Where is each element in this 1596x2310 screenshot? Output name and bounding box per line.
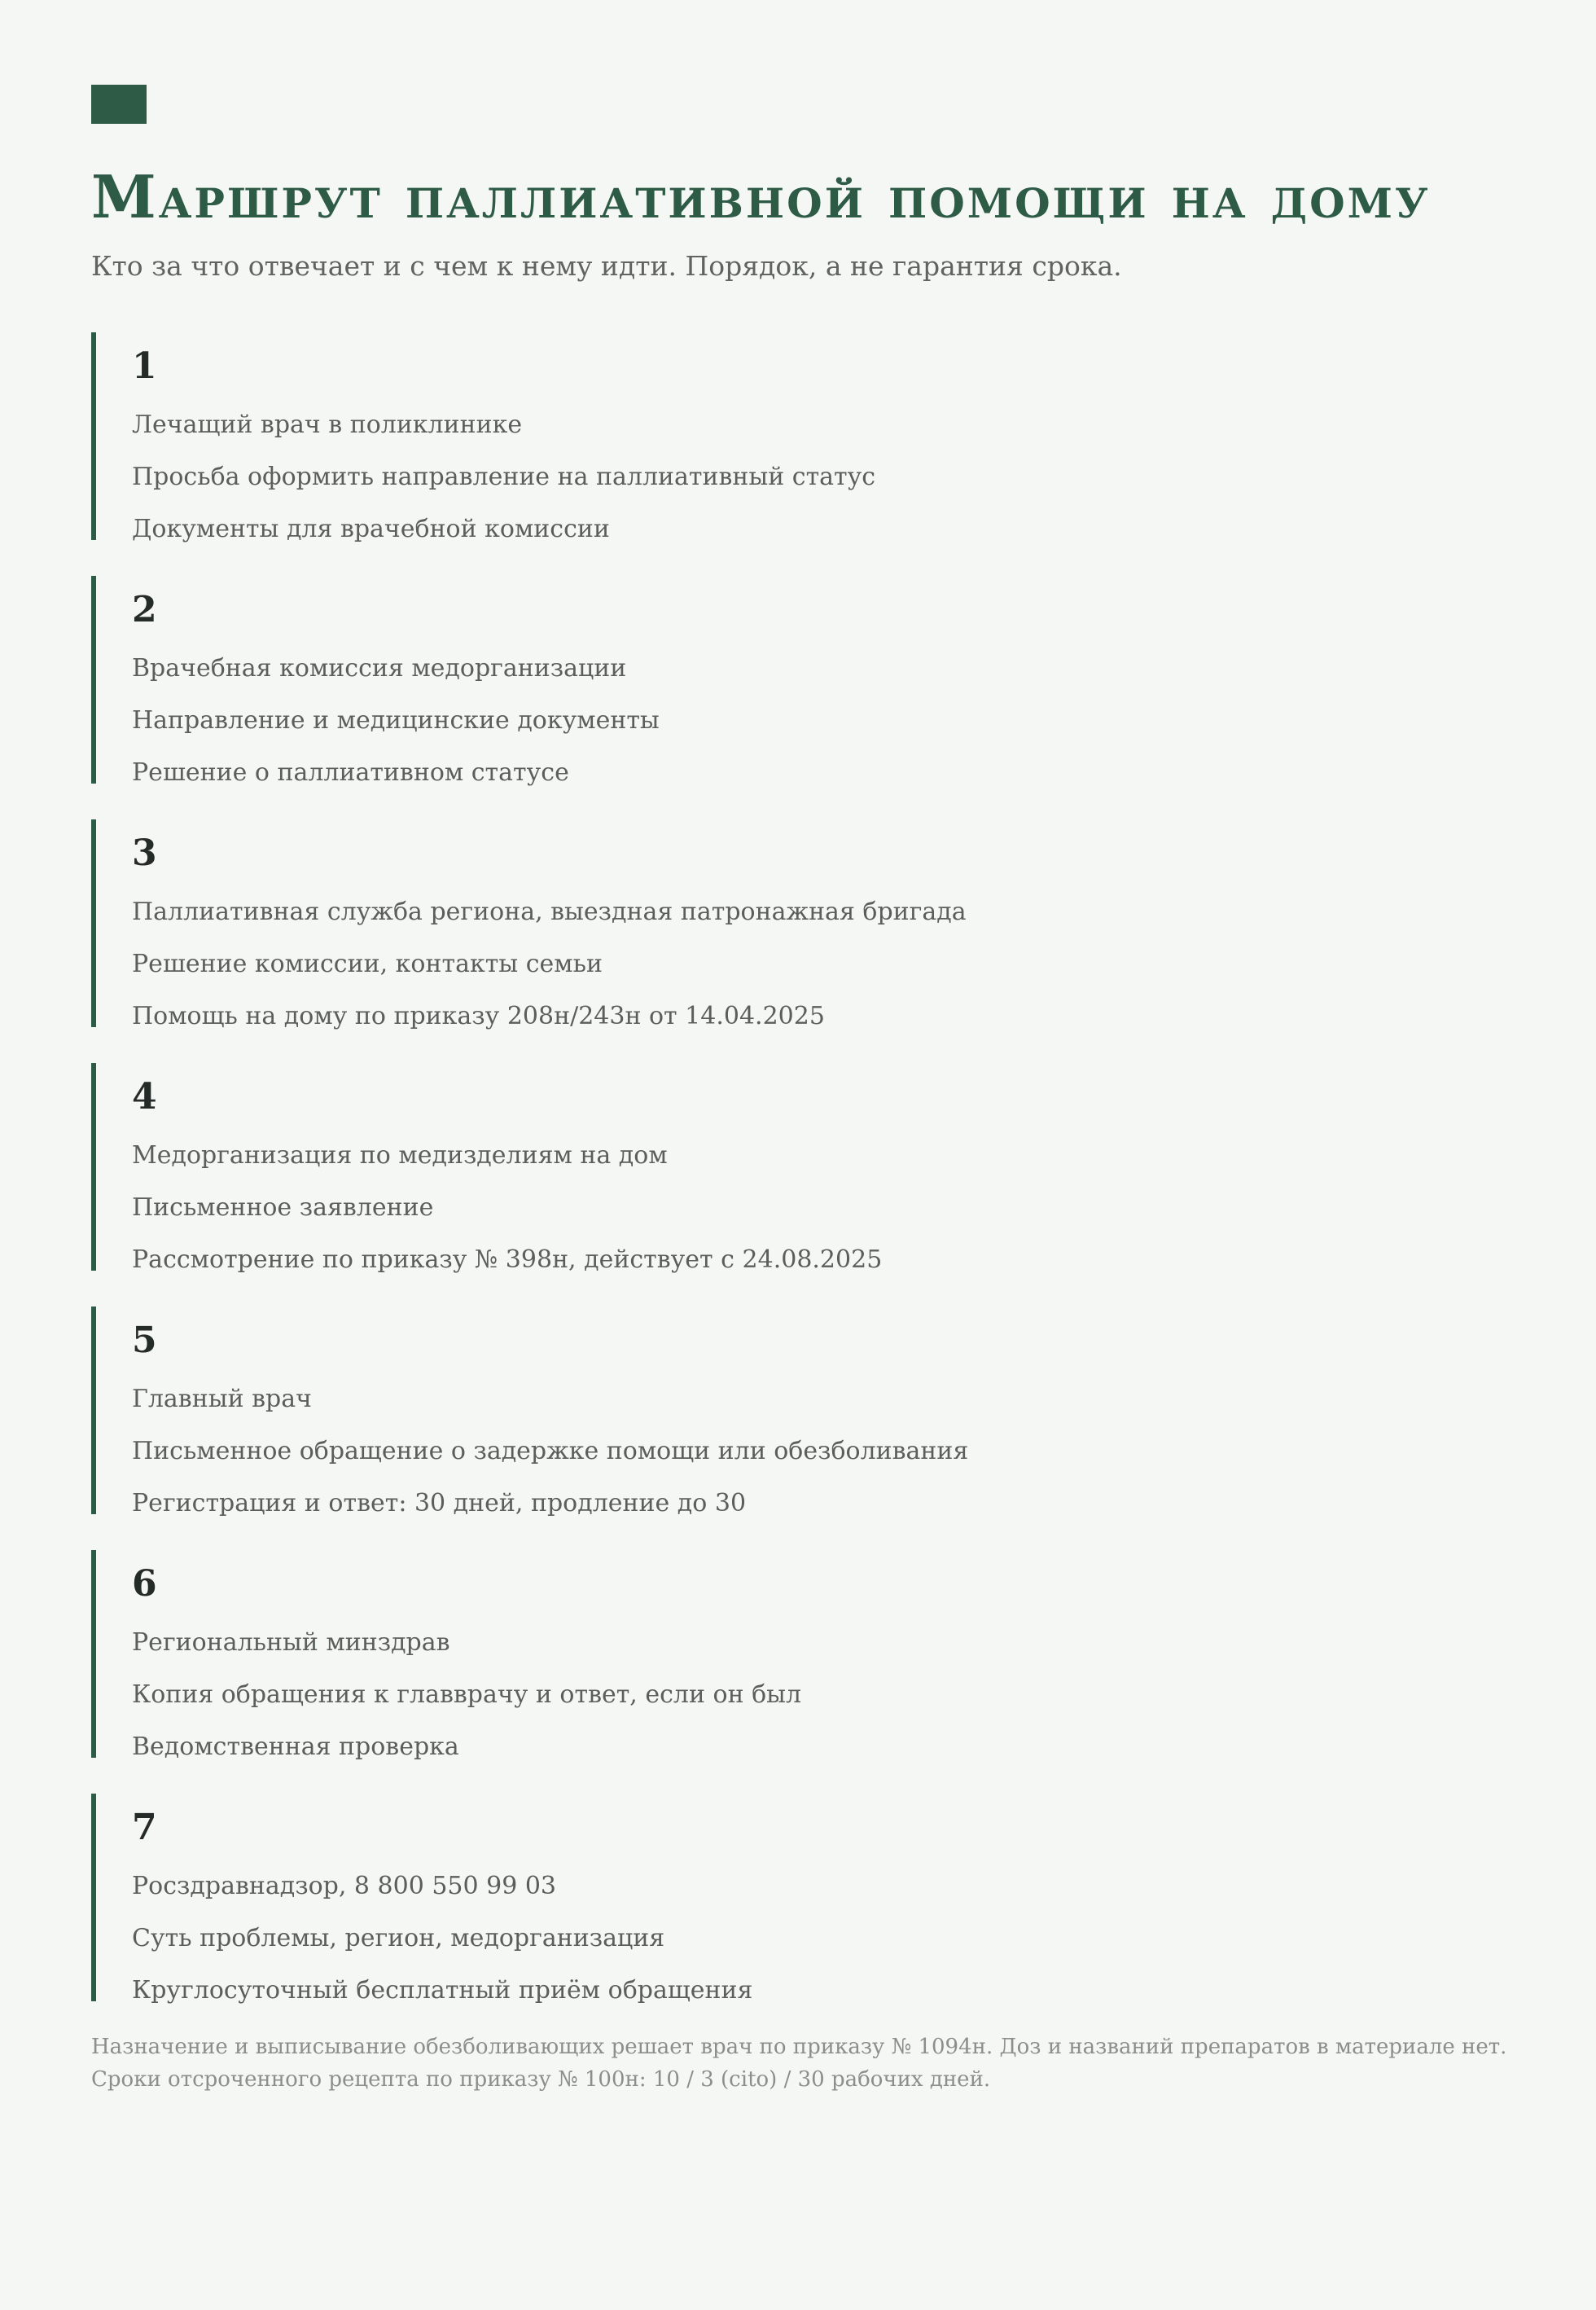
step-result: Круглосуточный бесплатный приём обращения bbox=[132, 1976, 753, 2005]
step-result: Ведомственная проверка bbox=[132, 1732, 459, 1761]
step-responsible: Врачебная комиссия медорганизации bbox=[132, 654, 627, 683]
route-step-3 bbox=[91, 819, 1524, 1030]
route-step-2 bbox=[91, 576, 1524, 787]
step-number: 7 bbox=[132, 1807, 157, 1848]
step-result: Рассмотрение по приказу № 398н, действует с 24.08.2025 bbox=[132, 1245, 883, 1274]
step-what-to-bring: Направление и медицинские документы bbox=[132, 706, 660, 735]
step-what-to-bring: Решение комиссии, контакты семьи bbox=[132, 950, 603, 978]
step-what-to-bring: Просьба оформить направление на паллиативный статус bbox=[132, 463, 876, 491]
step-responsible: Главный врач bbox=[132, 1385, 312, 1413]
footnote: Назначение и выписывание обезболивающих решает врач по приказу № 1094н. Доз и названий препаратов в материале нет. Сроки отсроченного рецепта по приказу № 100н: 10 / 3 (cito) / 30 рабочих дней. bbox=[91, 2035, 1507, 2092]
step-number: 6 bbox=[132, 1563, 157, 1605]
brand-mark bbox=[91, 85, 147, 124]
step-what-to-bring: Письменное обращение о задержке помощи или обезболивания bbox=[132, 1437, 969, 1465]
page-title: Маршрут паллиативной помощи на дому bbox=[91, 162, 1431, 231]
step-responsible: Паллиативная служба региона, выездная патронажная бригада bbox=[132, 898, 967, 926]
route-step-7 bbox=[91, 1794, 1524, 2005]
step-what-to-bring: Суть проблемы, регион, медорганизация bbox=[132, 1924, 665, 1952]
step-responsible: Росздравнадзор, 8 800 550 99 03 bbox=[132, 1872, 557, 1900]
route-step-1 bbox=[91, 332, 1524, 543]
step-number: 1 bbox=[132, 345, 157, 387]
step-responsible: Медорганизация по медизделиям на дом bbox=[132, 1141, 668, 1170]
step-responsible: Региональный минздрав bbox=[132, 1628, 450, 1657]
route-steps bbox=[91, 332, 1524, 2005]
step-result: Решение о паллиативном статусе bbox=[132, 758, 569, 787]
step-number: 5 bbox=[132, 1320, 157, 1361]
step-what-to-bring: Копия обращения к главврачу и ответ, если он был bbox=[132, 1680, 802, 1709]
step-number: 3 bbox=[132, 832, 157, 874]
step-what-to-bring: Письменное заявление bbox=[132, 1193, 434, 1222]
document-page bbox=[91, 85, 1524, 2117]
route-step-4 bbox=[91, 1063, 1524, 1274]
route-step-6 bbox=[91, 1550, 1524, 1761]
step-responsible: Лечащий врач в поликлинике bbox=[132, 411, 523, 439]
route-step-5 bbox=[91, 1307, 1524, 1517]
step-result: Документы для врачебной комиссии bbox=[132, 515, 610, 543]
step-result: Регистрация и ответ: 30 дней, продление до 30 bbox=[132, 1489, 747, 1517]
step-number: 4 bbox=[132, 1076, 157, 1118]
page-subtitle: Кто за что отвечает и с чем к нему идти. Порядок, а не гарантия срока. bbox=[91, 250, 1122, 282]
step-result: Помощь на дому по приказу 208н/243н от 14.04.2025 bbox=[132, 1002, 825, 1030]
step-number: 2 bbox=[132, 589, 157, 630]
